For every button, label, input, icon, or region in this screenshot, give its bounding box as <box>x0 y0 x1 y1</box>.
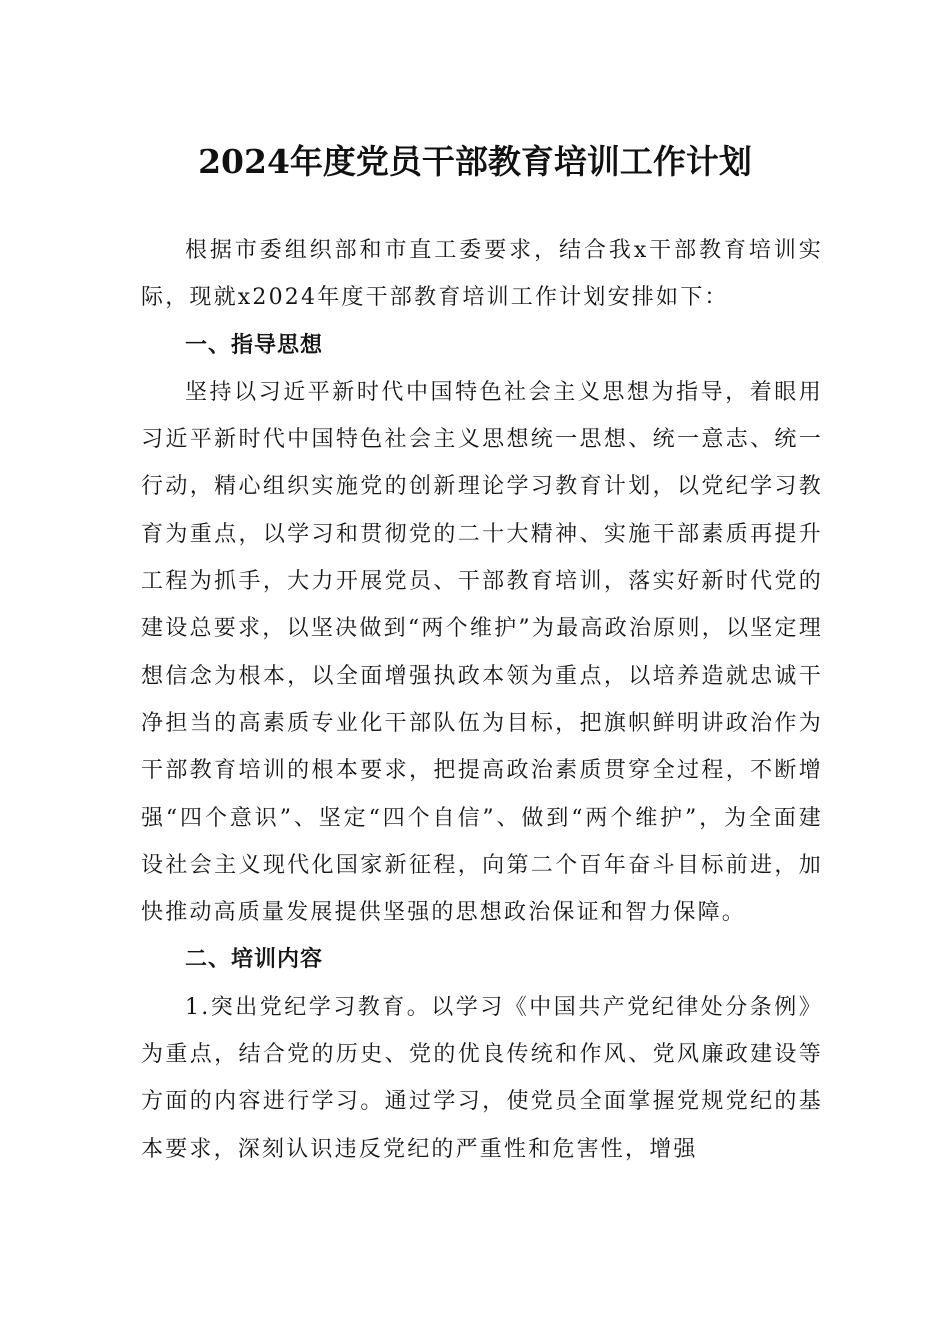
section-heading-guiding-ideology: 一、指导思想 <box>185 332 324 358</box>
guiding-ideology-paragraph: 坚持以习近平新时代中国特色社会主义思想为指导，着眼用习近平新时代中国特色社会主义思想统一思想、统一意志、统一行动，精心组织实施党的创新理论学习教育计划，以党纪学习教育为重点，以学习和贯彻党的二十大精神、实施干部素质再提升工程为抓手，大力开展党员、干部教育培训，落实好新时代党的建设总要求，以坚决做到“两个维护”为最高政治原则，以坚定理想信念为根本，以全面增强执政本领为重点，以培养造就忠诚干净担当的高素质专业化干部队伍为目标，把旗帜鲜明讲政治作为干部教育培训的根本要求，把提高政治素质贯穿全过程，不断增强“四个意识”、坚定“四个自信”、做到“两个维护”，为全面建设社会主义现代化国家新征程，向第二个百年奋斗目标前进，加快推动高质量发展提供坚强的思想政治保证和智力保障。 <box>141 379 823 926</box>
section-heading-training-content: 二、培训内容 <box>185 947 324 973</box>
intro-paragraph: 根据市委组织部和市直工委要求，结合我x干部教育培训实际，现就x2024年度干部教育培训工作计划安排如下： <box>141 238 823 311</box>
document-body <box>141 227 823 1173</box>
training-content-paragraph: 1.突出党纪学习教育。以学习《中国共产党纪律处分条例》为重点，结合党的历史、党的优良传统和作风、党风廉政建设等方面的内容进行学习。通过学习，使党员全面掌握党规党纪的基本要求，深刻认识违反党纪的严重性和危害性，增强 <box>141 994 823 1162</box>
document-title: 2024年度党员干部教育培训工作计划 <box>198 142 752 181</box>
